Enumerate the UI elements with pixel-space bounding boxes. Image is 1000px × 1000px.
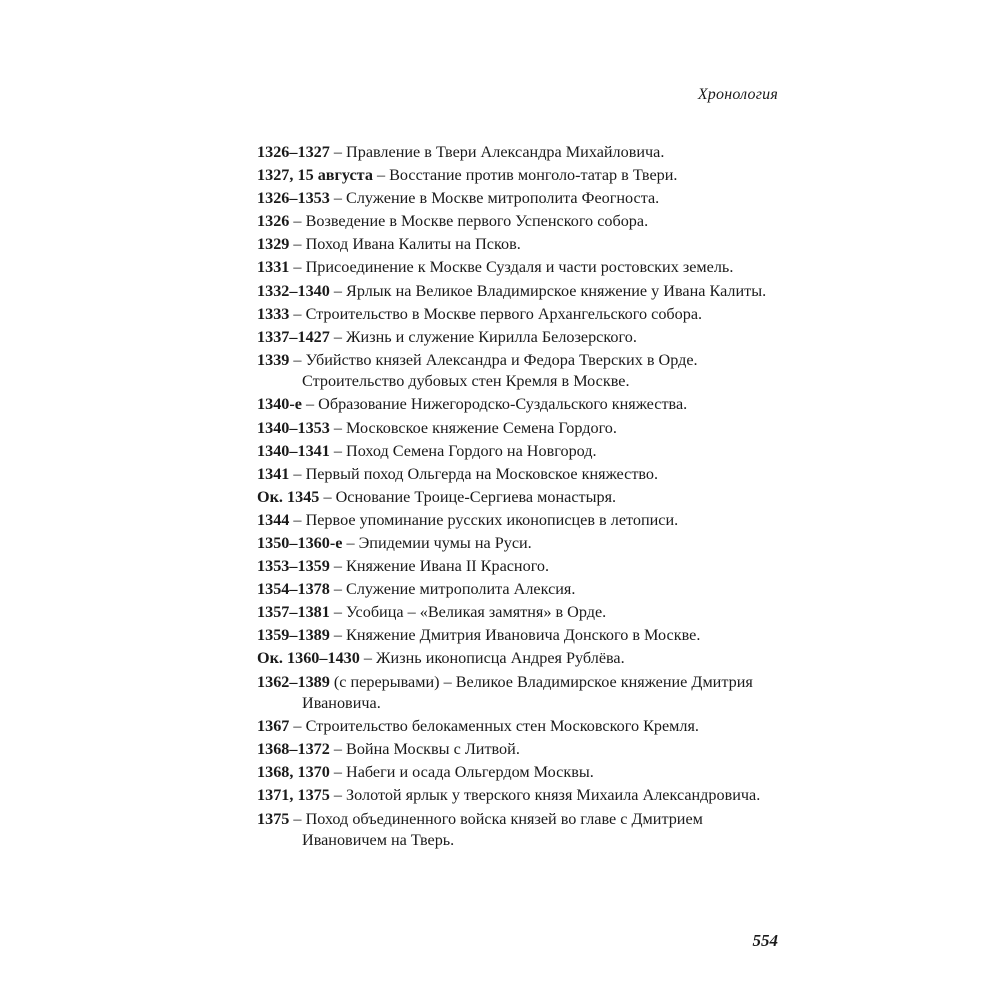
chronology-entry [257, 625, 777, 647]
entry-date: 1350–1360-е [257, 534, 343, 552]
entry-text: – Строительство белокаменных стен Московского Кремля. [289, 717, 699, 736]
chronology-entry [257, 441, 777, 463]
entry-text: – Основание Троице-Сергиева монастыря. [319, 487, 617, 506]
entry-date: 1368, 1370 [257, 763, 330, 782]
running-head-title: Хронология [697, 86, 778, 103]
entry-text: – Убийство князей Александра и Федора Тверских в Орде. Строительство дубовых стен Кремля в Москве. [289, 350, 698, 391]
chronology-entry [257, 602, 777, 624]
entry-date: 1327, 15 августа [257, 166, 373, 185]
chronology-entry [257, 716, 777, 738]
entry-date: 1326 [257, 212, 290, 231]
entry-date: 1362–1389 [257, 672, 330, 691]
entry-date: 1367 [257, 717, 290, 736]
entry-text: – Поход объединенного войска князей во главе с Дмитрием Ивановичем на Тверь. [289, 809, 703, 850]
entry-text: – Первое упоминание русских иконописцев в летописи. [289, 510, 679, 529]
entry-text: – Усобица – «Великая замятня» в Орде. [329, 603, 607, 622]
entry-date: 1340–1341 [257, 441, 330, 460]
entry-text: – Служение митрополита Алексия. [329, 580, 576, 599]
entry-text: – Служение в Москве митрополита Феогноста. [329, 189, 660, 208]
entry-text: – Первый поход Ольгерда на Московское княжество. [289, 464, 659, 483]
entry-date: 1326–1353 [257, 189, 330, 208]
entry-date: 1344 [257, 510, 290, 529]
entry-date: 1340–1353 [257, 418, 330, 437]
entry-date: 1354–1378 [257, 580, 330, 599]
entry-date: 1333 [257, 304, 290, 323]
chronology-entry [257, 418, 777, 440]
chronology-entry [257, 809, 777, 852]
chronology-entry [257, 257, 777, 279]
chronology-entry [257, 785, 777, 807]
chronology-entry [257, 762, 777, 784]
entry-date: 1375 [257, 809, 290, 828]
chronology-entry [257, 327, 777, 349]
chronology-entry [257, 142, 777, 164]
entry-date: Ок. 1360–1430 [257, 649, 360, 668]
entry-date: 1359–1389 [257, 626, 330, 645]
chronology-entry [257, 579, 777, 601]
chronology-entry [257, 533, 777, 555]
entry-date: 1332–1340 [257, 281, 330, 300]
chronology-entry [257, 556, 777, 578]
entry-text: – Жизнь иконописца Андрея Рублёва. [359, 649, 625, 668]
chronology-entry [257, 672, 777, 715]
entry-text: – Великое Владимирское княжение Дмитрия Ивановича. [302, 672, 753, 713]
entry-text: – Набеги и осада Ольгердом Москвы. [329, 763, 594, 782]
entry-text: – Московское княжение Семена Гордого. [329, 418, 617, 437]
entry-date: 1337–1427 [257, 327, 330, 346]
chronology-entry [257, 188, 777, 210]
entry-text: – Княжение Ивана II Красного. [329, 557, 550, 576]
chronology-entry [257, 281, 777, 303]
entry-date: 1331 [257, 258, 290, 277]
entry-date: 1357–1381 [257, 603, 330, 622]
entry-text: – Образование Нижегородско-Суздальского княжества. [301, 395, 688, 414]
entry-date-note: (с перерывами) [329, 672, 440, 691]
entry-date: 1353–1359 [257, 557, 330, 576]
entry-text: – Присоединение к Москве Суздаля и части ростовских земель. [289, 258, 734, 277]
entry-text: – Поход Ивана Калиты на Псков. [289, 235, 521, 254]
entry-text: – Золотой ярлык у тверского князя Михаила Александровича. [329, 786, 761, 805]
entry-date: Ок. 1345 [257, 487, 320, 506]
entry-text: – Возведение в Москве первого Успенского собора. [289, 212, 649, 231]
entry-date: 1340-е [257, 395, 302, 414]
entry-date: 1339 [257, 350, 290, 369]
chronology-entry [257, 648, 777, 670]
chronology-entry [257, 739, 777, 761]
entry-date: 1368–1372 [257, 740, 330, 759]
entry-date: 1326–1327 [257, 143, 330, 161]
page-number: 554 [752, 931, 778, 950]
chronology-entry [257, 487, 777, 509]
entry-text: – Жизнь и служение Кирилла Белозерского. [329, 327, 637, 346]
chronology-entry [257, 350, 777, 393]
entry-text: – Княжение Дмитрия Ивановича Донского в Москве. [329, 626, 701, 645]
entry-text: – Война Москвы с Литвой. [329, 740, 520, 759]
chronology-entry [257, 304, 777, 326]
chronology-entry [257, 510, 777, 532]
entry-date: 1329 [257, 235, 290, 254]
chronology-entry [257, 234, 777, 256]
chronology-list [257, 142, 777, 853]
entry-text: – Строительство в Москве первого Архангельского собора. [289, 304, 703, 323]
entry-text: – Правление в Твери Александра Михайловича. [329, 143, 665, 161]
entry-text: – Поход Семена Гордого на Новгород. [329, 441, 597, 460]
chronology-entry [257, 464, 777, 486]
chronology-entry [257, 165, 777, 187]
chronology-entry [257, 211, 777, 233]
entry-text: – Эпидемии чумы на Руси. [342, 534, 532, 552]
chronology-entry [257, 394, 777, 416]
entry-text: – Ярлык на Великое Владимирское княжение у Ивана Калиты. [329, 281, 767, 300]
entry-text: – Восстание против монголо-татар в Твери. [372, 166, 678, 185]
entry-date: 1371, 1375 [257, 786, 330, 805]
entry-date: 1341 [257, 464, 290, 483]
